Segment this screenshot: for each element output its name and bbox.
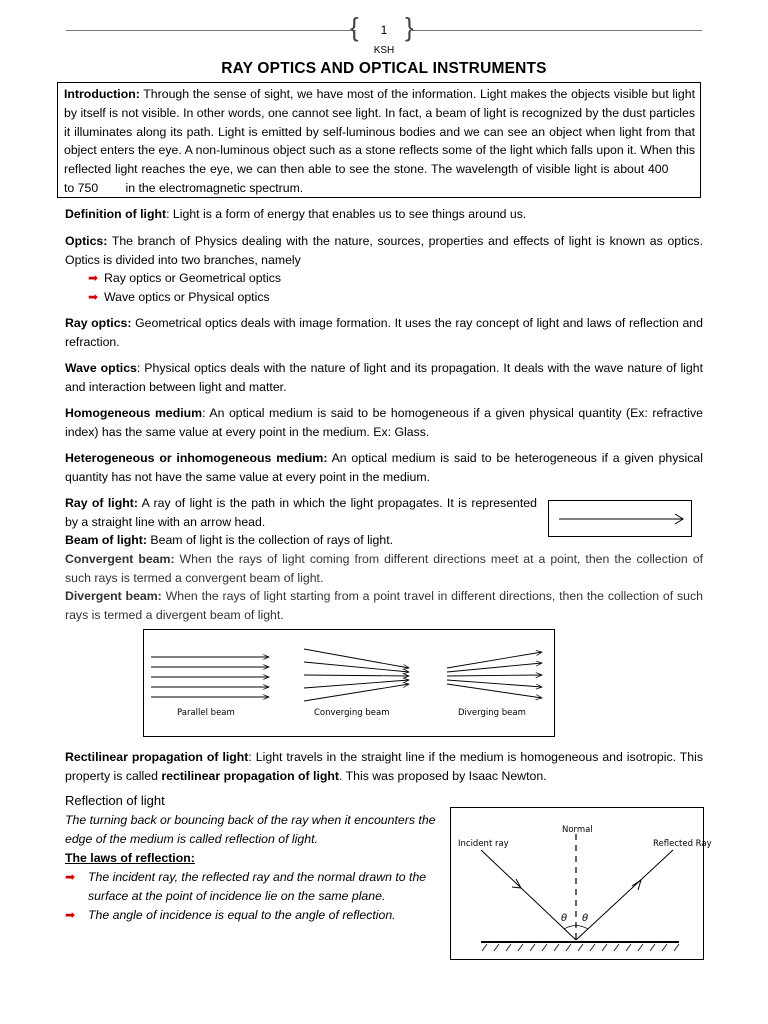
rectilinear-bold-term: rectilinear propagation of light bbox=[161, 768, 340, 783]
reflection-heading: Reflection of light bbox=[65, 793, 165, 808]
optics-label: Optics: bbox=[65, 234, 108, 248]
converging-beam-label: Converging beam bbox=[314, 708, 390, 718]
beam-of-light-text: Beam of light is the collection of rays of light. bbox=[146, 533, 394, 547]
optics-paragraph bbox=[65, 232, 703, 270]
reflection-law-text: The incident ray, the reflected ray and the normal drawn to the surface at the point of incidence lie on the same plane. bbox=[88, 870, 427, 903]
divergent-text: When the rays of light starting from a point travel in different directions, then the collection of such rays is termed a divergent beam of light. bbox=[65, 589, 703, 622]
optics-branch-item bbox=[88, 288, 270, 307]
header-rule-left bbox=[66, 30, 356, 31]
parallel-beam-label: Parallel beam bbox=[177, 708, 235, 718]
wave-optics-label: Wave optics bbox=[65, 361, 137, 375]
optics-branch-label: Wave optics or Physical optics bbox=[104, 290, 270, 304]
definition-text: : Light is a form of energy that enables us to see things around us. bbox=[166, 207, 527, 221]
divergent-paragraph bbox=[65, 587, 703, 625]
convergent-text: When the rays of light coming from different directions meet at a point, then the collection of such rays is termed a convergent beam of light. bbox=[65, 552, 703, 585]
parallel-beam-rays bbox=[151, 657, 269, 697]
beam-diagram bbox=[144, 630, 554, 736]
ray-optics-paragraph bbox=[65, 314, 703, 352]
wave-optics-paragraph bbox=[65, 359, 703, 397]
diverging-beam-label: Diverging beam bbox=[458, 708, 526, 718]
rectilinear-text: : Light travels in the straight line if the medium is homogeneous and isotropic. This property is called bbox=[65, 750, 703, 783]
laws-of-reflection-heading: The laws of reflection: bbox=[65, 851, 195, 865]
homogeneous-text: : An optical medium is said to be homogeneous if a given physical quantity (Ex: refractive index) has the same value at every point in the medium. Ex: Glass. bbox=[65, 406, 703, 439]
red-arrow-bullet-icon: ➡ bbox=[65, 870, 76, 884]
optics-branch-label: Ray optics or Geometrical optics bbox=[104, 271, 282, 285]
author-initials: KSH bbox=[373, 45, 395, 56]
page-number: 1 bbox=[380, 23, 388, 37]
reflection-definition: The turning back or bouncing back of the ray when it encounters the edge of the medium is called reflection of light. bbox=[65, 813, 436, 846]
reflection-diagram bbox=[451, 808, 712, 959]
reflection-law-text: The angle of incidence is equal to the angle of reflection. bbox=[88, 908, 396, 922]
heterogeneous-text: An optical medium is said to be heterogeneous if a given physical quantity has not have the same value at every point in the medium. bbox=[65, 451, 703, 484]
reflection-law-item bbox=[65, 868, 445, 906]
normal-label: Normal bbox=[562, 825, 593, 835]
optics-text: The branch of Physics dealing with the nature, sources, properties and effects of light is known as optics. Optics is divided into two branches, namely bbox=[65, 234, 703, 267]
red-arrow-bullet-icon: ➡ bbox=[88, 271, 99, 285]
heterogeneous-label: Heterogeneous or inhomogeneous medium: bbox=[65, 451, 328, 465]
wave-optics-text: : Physical optics deals with the nature of light and its propagation. It deals with the wave nature of light and interaction between light and matter. bbox=[65, 361, 703, 394]
beam-types-figure bbox=[143, 629, 555, 737]
reflected-ray-label: Reflected Ray bbox=[653, 839, 712, 849]
beam-of-light-label: Beam of light: bbox=[65, 533, 147, 547]
ray-of-light-paragraph bbox=[65, 494, 537, 532]
ray-of-light-label: Ray of light: bbox=[65, 496, 138, 510]
definition-paragraph bbox=[65, 205, 703, 224]
rectilinear-label: Rectilinear propagation of light bbox=[65, 750, 249, 764]
rectilinear-text-end: . This was proposed by Isaac Newton. bbox=[339, 768, 547, 783]
angle-incidence-label: θ bbox=[561, 913, 568, 924]
divergent-label: Divergent beam: bbox=[65, 589, 162, 603]
red-arrow-bullet-icon: ➡ bbox=[88, 290, 99, 304]
homogeneous-paragraph bbox=[65, 404, 703, 442]
converging-beam-rays bbox=[304, 649, 409, 701]
header-rule-right bbox=[412, 30, 702, 31]
beam-of-light-paragraph bbox=[65, 531, 703, 550]
intro-label: Introduction: bbox=[64, 87, 140, 101]
ray-optics-label: Ray optics: bbox=[65, 316, 132, 330]
incident-ray-label: Incident ray bbox=[458, 839, 509, 849]
ray-optics-text: Geometrical optics deals with image formation. It uses the ray concept of light and laws of reflection and refraction. bbox=[65, 316, 703, 349]
page-title: RAY OPTICS AND OPTICAL INSTRUMENTS bbox=[221, 60, 547, 77]
heterogeneous-paragraph bbox=[65, 449, 703, 487]
right-brace-icon: } bbox=[405, 12, 414, 42]
diverging-beam-rays bbox=[447, 652, 542, 698]
ray-of-light-text: A ray of light is the path in which the light propagates. It is represented by a straight line with an arrow head. bbox=[65, 496, 537, 529]
left-brace-icon: { bbox=[350, 12, 359, 42]
rectilinear-paragraph bbox=[65, 748, 703, 786]
convergent-label: Convergent beam: bbox=[65, 552, 175, 566]
introduction-box bbox=[57, 82, 701, 198]
angle-reflection-label: θ bbox=[582, 913, 589, 924]
reflection-law-item bbox=[65, 906, 445, 925]
intro-text: Through the sense of sight, we have most of the information. Light makes the objects visible but light by itself is not visible. In other words, one cannot see light. In fact, a beam of light is recognized by the dust particles it illuminates along its path. Light is emitted by self-luminous bodies and we can see an object when light from that object enters the eye. A non-luminous object such as a stone reflects some of the light which falls upon it. When this reflected light reaches the eye, we can then able to see the stone. The wavelength of visible light is about 400 to 750 in the electromagnetic spectrum. bbox=[64, 87, 695, 195]
homogeneous-label: Homogeneous medium bbox=[65, 406, 203, 420]
optics-branch-item bbox=[88, 269, 281, 288]
reflection-figure bbox=[450, 807, 712, 960]
convergent-paragraph bbox=[65, 550, 703, 588]
red-arrow-bullet-icon: ➡ bbox=[65, 908, 76, 922]
definition-label: Definition of light bbox=[65, 207, 167, 221]
